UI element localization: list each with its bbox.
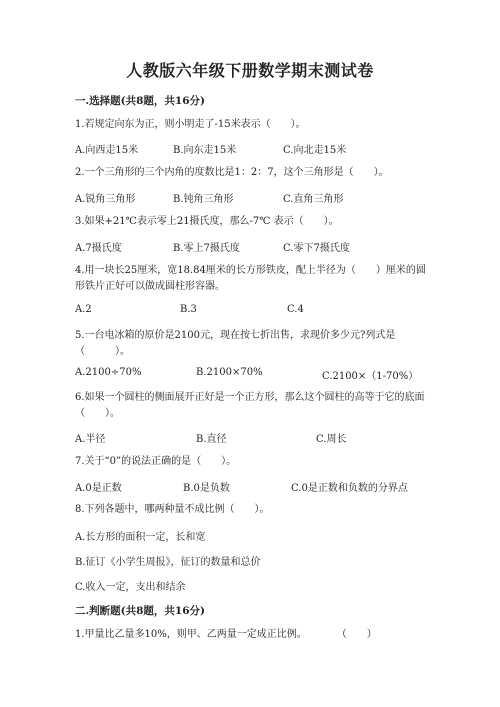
q5-option-b: B.2100×70% [196, 367, 263, 378]
q4-option-b: B.3 [180, 304, 197, 315]
q3-option-b: B.零上7摄氏度 [173, 243, 240, 254]
q7-option-b: B.0是负数 [183, 483, 230, 494]
q2-option-c: C.直角三角形 [283, 194, 344, 205]
q6-option-b: B.直径 [196, 434, 227, 445]
question-4: 4.用一块长25厘米，宽18.84厘米的长方形铁皮，配上半径为（ ）厘米的圆形铁片正好可以做成圆柱形容器。 [75, 265, 426, 292]
judgement-1: 1.甲量比乙量多10%，则甲、乙两量一定成正比例。 （ ） [75, 629, 377, 640]
q4-option-a: A.2 [75, 304, 92, 315]
q3-option-a: A.7摄氏度 [75, 243, 122, 254]
question-3: 3.如果+21℃表示零上21摄氏度，那么-7℃ 表示（ ）。 [75, 216, 339, 227]
q1-option-c: C.向北走15米 [283, 145, 347, 156]
q5-option-c: C.2100×（1-70%） [322, 371, 419, 382]
question-5: 5.一台电冰箱的原价是2100元，现在按七折出售，求现价多少元?列式是（ ）。 [75, 330, 396, 357]
question-6: 6.如果一个圆柱的侧面展开正好是一个正方形，那么这个圆柱的高等于它的底面（ ）。 [75, 392, 425, 419]
q2-option-b: B.钝角三角形 [173, 194, 234, 205]
q8-option-c: C.收入一定，支出和结余 [75, 582, 186, 593]
q3-option-c: C.零下7摄氏度 [283, 243, 350, 254]
q6-option-a: A.半径 [75, 434, 106, 445]
q2-option-a: A.锐角三角形 [75, 194, 136, 205]
question-8: 8.下列各题中，哪两种量不成比例（ ）。 [75, 504, 270, 515]
question-2: 2.一个三角形的三个内角的度数比是1：2：7，这个三角形是（ ）。 [75, 167, 389, 178]
q5-option-a: A.2100÷70% [75, 367, 142, 378]
section-heading-choice: 一.选择题(共8题，共16分) [75, 95, 206, 107]
q6-option-c: C.周长 [316, 434, 347, 445]
q8-option-a: A.长方形的面积一定，长和宽 [75, 532, 206, 543]
question-1: 1.若规定向东为正，则小明走了-15米表示（ ）。 [75, 119, 306, 130]
q7-option-a: A.0是正数 [75, 483, 122, 494]
section-heading-judgement: 二.判断题(共8题，共16分) [75, 605, 206, 617]
q8-option-b: B.征订《小学生周报》，征订的数量和总价 [75, 557, 261, 568]
q7-option-c: C.0是正数和负数的分界点 [291, 483, 408, 494]
q1-option-a: A.向西走15米 [75, 145, 139, 156]
q4-option-c: C.4 [287, 304, 304, 315]
q1-option-b: B.向东走15米 [173, 145, 237, 156]
page-title: 人教版六年级下册数学期末测试卷 [126, 61, 374, 80]
question-7: 7.关于“0”的说法正确的是（ ）。 [75, 456, 237, 467]
